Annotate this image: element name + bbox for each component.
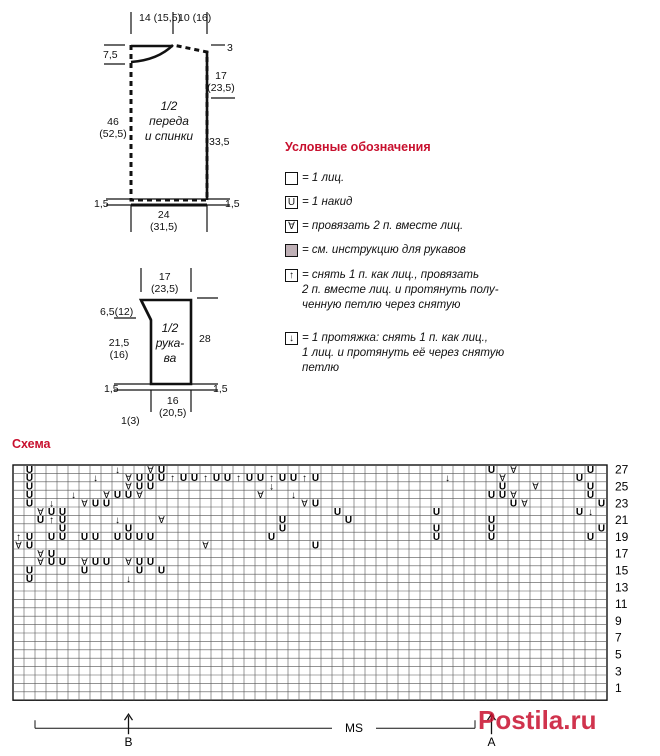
stitch-yarn-over: U [223,473,232,485]
stitch-yarn-over: U [25,532,34,543]
legend-text-1: = 1 накид [302,196,353,208]
stitch-k2tog: ∀ [81,498,88,510]
stitch-yarn-over: U [135,565,144,577]
stitch-yarn-over: U [212,473,221,485]
stitch-yarn-over: U [25,490,34,501]
stitch-yarn-over: U [80,565,89,577]
legend-symbol-3 [285,244,298,257]
stitch-decrease-up: ↑ [302,473,307,485]
stitch-yarn-over: U [586,464,595,476]
marker-a-label: A [487,735,496,750]
stitch-yarn-over: U [47,548,56,560]
front-armhole-dim: 17 (23,5) [207,70,235,94]
stitch-k2tog: ∀ [158,515,165,527]
stitch-decrease-up: ↑ [16,532,21,543]
stitch-decrease-down: ↓ [291,490,296,501]
stitch-yarn-over: U [135,481,144,493]
stitch-decrease-down: ↓ [49,498,54,510]
front-body-right-dim: 33,5 [209,136,230,148]
stitch-decrease-down: ↓ [115,515,120,527]
stitch-yarn-over: U [146,481,155,493]
stitch-yarn-over: U [289,473,298,485]
stitch-yarn-over: U [311,473,320,485]
stitch-yarn-over: U [586,481,595,493]
row-number: 23 [615,496,629,511]
stitch-yarn-over: U [597,523,606,535]
sleeve-rib-right-dim: 1,5 [213,383,228,395]
front-top-left-dim: 14 (15,5) [139,12,182,24]
stitch-yarn-over: U [146,557,155,569]
stitch-k2tog: ∀ [301,498,308,510]
stitch-yarn-over: U [47,506,56,518]
stitch-k2tog: ∀ [125,557,132,569]
sleeve-length-right-dim: 28 [199,333,211,345]
chart-title: Схема [12,437,51,451]
stitch-k2tog: ∀ [15,540,22,552]
front-rib-left-dim: 1,5 [94,198,109,210]
stitch-yarn-over: U [58,523,67,535]
stitch-yarn-over: U [278,473,287,485]
stitch-decrease-down: ↓ [71,490,76,501]
stitch-decrease-down: ↓ [93,473,98,485]
stitch-k2tog: ∀ [510,464,517,476]
stitch-yarn-over: U [135,473,144,485]
stitch-yarn-over: U [575,506,584,518]
stitch-yarn-over: U [146,473,155,485]
legend-text-0: = 1 лиц. [302,172,345,184]
stitch-yarn-over: U [179,473,188,485]
stitch-yarn-over: U [146,532,155,543]
stitch-k2tog: ∀ [147,464,154,476]
stitch-yarn-over: U [190,473,199,485]
stitch-k2tog: ∀ [125,481,132,493]
front-bottom-dim: 24 (31,5) [150,209,178,233]
stitch-decrease-down: ↓ [445,473,450,485]
row-number: 1 [615,681,622,696]
stitch-yarn-over: U [344,515,353,527]
sleeve-rib-left-dim: 1,5 [104,383,119,395]
stitch-k2tog: ∀ [103,490,110,501]
stitch-decrease-up: ↑ [170,473,175,485]
legend-text-5: = 1 протяжка: снять 1 п. как лиц., 1 лиц. и протянуть её через снятую петлю [302,332,505,374]
stitch-yarn-over: U [25,464,34,476]
legend-symbol-0 [285,172,298,185]
stitch-yarn-over: U [58,532,67,543]
stitch-k2tog: ∀ [202,540,209,552]
stitch-yarn-over: U [432,532,441,543]
stitch-yarn-over: U [124,490,133,501]
stitch-k2tog: ∀ [81,557,88,569]
stitch-k2tog: ∀ [37,506,44,518]
stitch-yarn-over: U [487,490,496,501]
stitch-decrease-down: ↓ [269,481,274,493]
stitch-yarn-over: U [47,532,56,543]
stitch-yarn-over: U [58,557,67,569]
stitch-yarn-over: U [586,532,595,543]
stitch-yarn-over: U [135,532,144,543]
stitch-k2tog: ∀ [257,490,264,501]
stitch-yarn-over: U [25,574,34,585]
stitch-yarn-over: U [509,498,518,510]
stitch-yarn-over: U [47,557,56,569]
row-number: 21 [615,513,629,528]
stitch-decrease-up: ↑ [236,473,241,485]
sleeve-bottom-dim: 16 (20,5) [159,395,187,419]
stitch-k2tog: ∀ [499,473,506,485]
stitch-yarn-over: U [58,506,67,518]
stitch-k2tog: ∀ [510,490,517,501]
stitch-yarn-over: U [102,557,111,569]
sleeve-center-label: 1/2 рука- ва [155,321,185,365]
stitch-yarn-over: U [25,565,34,577]
stitch-decrease-down: ↓ [588,506,593,518]
sleeve-cap-dim: 6,5(12) [100,306,134,318]
stitch-yarn-over: U [25,481,34,493]
sleeve-length-left-dim: 21,5 (16) [108,337,130,361]
stitch-k2tog: ∀ [136,490,143,501]
stitch-k2tog: ∀ [125,473,132,485]
stitch-yarn-over: U [25,498,34,510]
stitch-yarn-over: U [487,515,496,527]
stitch-yarn-over: U [278,515,287,527]
front-top-right-dim: 10 (16) [178,12,212,24]
row-number: 19 [615,529,629,544]
stitch-k2tog: ∀ [37,557,44,569]
stitch-yarn-over: U [113,490,122,501]
front-rib-right-dim: 1,5 [225,198,240,210]
stitch-k2tog: ∀ [521,498,528,510]
stitch-yarn-over: U [597,498,606,510]
stitch-yarn-over: U [36,515,45,527]
stitch-yarn-over: U [311,540,320,552]
legend-symbol-2: ∀ [285,220,298,233]
stitch-decrease-down: ↓ [115,464,120,476]
front-center-label: 1/2 переда и спинки [144,99,194,143]
stitch-decrease-up: ↑ [269,473,274,485]
stitch-yarn-over: U [102,498,111,510]
row-number: 3 [615,664,622,679]
stitch-yarn-over: U [135,557,144,569]
stitch-yarn-over: U [487,523,496,535]
stitch-yarn-over: U [333,506,342,518]
stitch-decrease-down: ↓ [126,574,131,585]
legend-text-4: = снять 1 п. как лиц., провязать 2 п. вместе лиц. и протянуть полу- ченную петлю через снятую [302,269,499,311]
row-number: 27 [615,462,629,477]
stitch-yarn-over: U [124,523,133,535]
stitch-yarn-over: U [91,532,100,543]
front-neck-dim: 7,5 [103,49,118,61]
stitch-k2tog: ∀ [532,481,539,493]
stitch-yarn-over: U [256,473,265,485]
row-number: 25 [615,479,629,494]
stitch-yarn-over: U [487,532,496,543]
stitch-yarn-over: U [157,473,166,485]
legend-text-2: = провязать 2 п. вместе лиц. [302,220,464,232]
legend-symbol-5: ↓ [285,332,298,345]
stitch-yarn-over: U [25,473,34,485]
stitch-k2tog: ∀ [37,548,44,560]
stitch-yarn-over: U [113,532,122,543]
stitch-yarn-over: U [432,506,441,518]
marker-b-label: B [124,735,133,750]
stitch-yarn-over: U [80,532,89,543]
stitch-decrease-up: ↑ [203,473,208,485]
stitch-yarn-over: U [124,532,133,543]
stitch-yarn-over: U [498,490,507,501]
row-number: 9 [615,613,622,628]
stitch-yarn-over: U [245,473,254,485]
stitch-yarn-over: U [157,565,166,577]
stitch-yarn-over: U [278,523,287,535]
watermark: Postila.ru [478,705,597,735]
legend-text-3: = см. инструкцию для рукавов [302,244,466,256]
stitch-yarn-over: U [58,515,67,527]
stitch-yarn-over: U [157,464,166,476]
row-number: 17 [615,546,629,561]
stitch-yarn-over: U [25,540,34,552]
stitch-yarn-over: U [91,498,100,510]
row-number: 13 [615,580,629,595]
front-side-dim: 46 (52,5) [99,116,127,140]
stitch-yarn-over: U [267,532,276,543]
front-shoulder-dim: 3 [227,42,233,54]
row-number: 5 [615,647,622,662]
sleeve-top-dim: 17 (23,5) [151,271,179,295]
legend-symbol-1: U [285,196,298,209]
stitch-decrease-up: ↑ [49,515,54,527]
stitch-yarn-over: U [91,557,100,569]
row-number: 15 [615,563,629,578]
stitch-yarn-over: U [586,490,595,501]
legend-symbol-4: ↑ [285,269,298,282]
stitch-yarn-over: U [487,464,496,476]
row-number: 7 [615,630,622,645]
marker-ms-label: MS [345,721,363,736]
stitch-yarn-over: U [498,481,507,493]
stitch-yarn-over: U [575,473,584,485]
stitch-yarn-over: U [311,498,320,510]
legend-title: Условные обозначения [285,140,431,154]
sleeve-bottom-rib-dim: 1(3) [121,415,140,427]
row-number: 11 [615,597,628,612]
stitch-yarn-over: U [432,523,441,535]
